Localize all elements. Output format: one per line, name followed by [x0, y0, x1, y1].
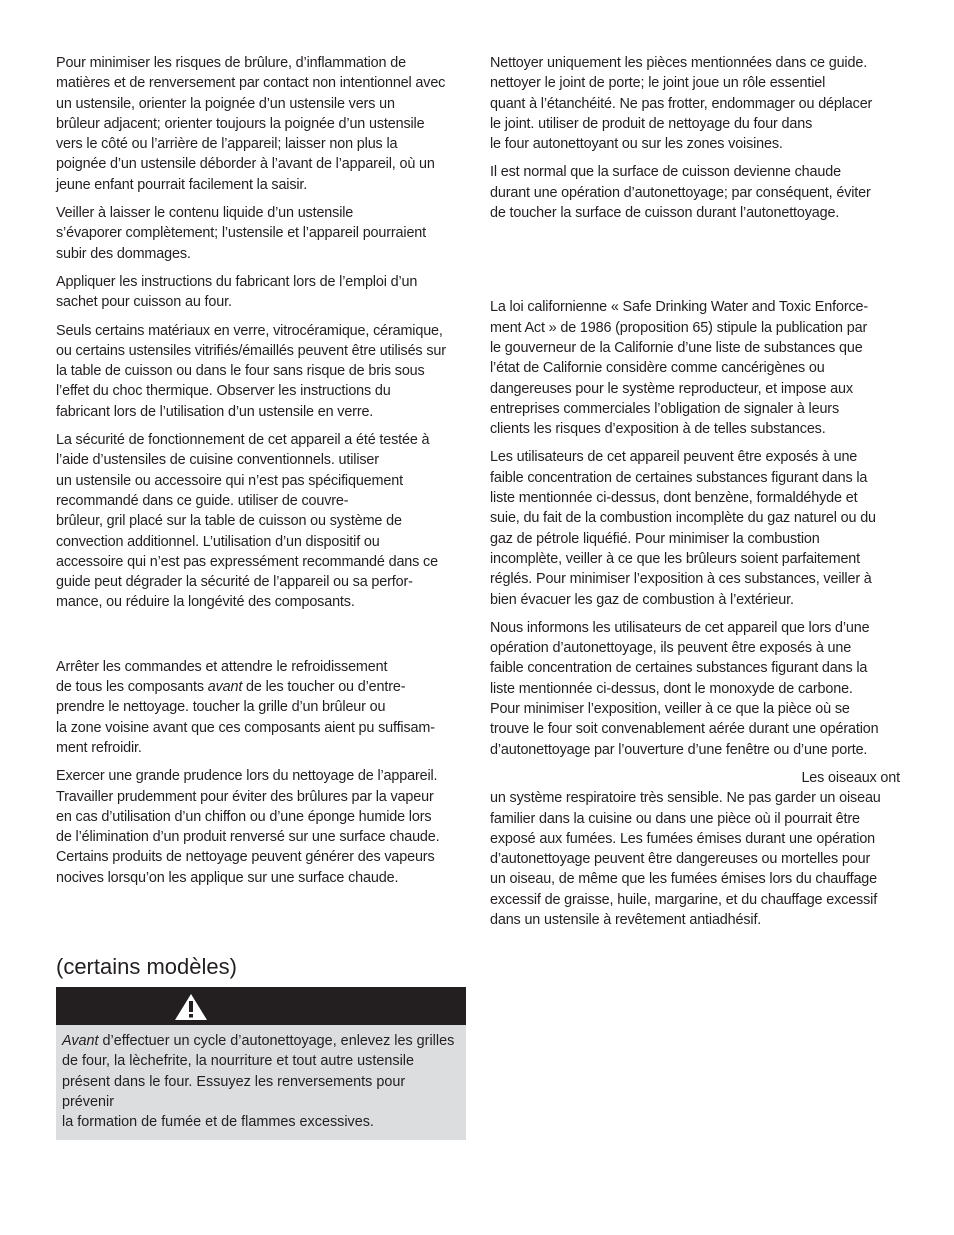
paragraph-glass-cookware: Seuls certains matériaux en verre, vitrocéramique, céramique, ou certains ustensiles vitrifiés/émaillés peuvent être utilisés sur la table de cuisson ou dans le four sans risque de bris sous l’effet du choc thermique. Observer les instructions du fabricant lors de l’utilisation d’un ustensile en verre. — [56, 322, 446, 420]
paragraph-combustion-exposure: Les utilisateurs de cet appareil peuvent être exposés à une faible concentration de certaines substances figurant dans la liste mentionnée ci-dessus, dont benzène, formaldéhyde et suie, du fait de la combustion incomplète du gaz naturel ou du gaz de pétrole liquéfié. Pour minimiser la combustion incomplète, veiller à ce que les brûleurs soient parfaitement réglés. Pour minimiser l’exposition à ces substances, veiller à bien évacuer les gaz de combustion à l’extérieur. — [490, 449, 876, 608]
paragraph-liquid-evaporation: Veiller à laisser le contenu liquide d’un ustensile s’évaporer complètement; l’ustensile et l’appareil pourraient subir des dommages. — [56, 205, 427, 262]
emphasis-text: avant — [207, 679, 243, 696]
spacer — [56, 621, 466, 657]
emphasis-text: Avant — [62, 1032, 99, 1049]
spacer — [490, 231, 900, 297]
paragraph-proposition-65: La loi californienne « Safe Drinking Water and Toxic Enforce- ment Act » de 1986 (proposition 65) stipule la publication par le gouverneur de la Californie d’une liste de substances que l’état de Californie considère comme cancérigènes ou dangereuses pour le système reproducteur, et impose aux entreprises commerciales l’obligation de signaler à leurs clients les risques d’exposition à de telles substances. — [490, 299, 868, 438]
text-span: un système respiratoire très sensible. Ne pas garder un oiseau familier dans la cuisine ou dans une pièce où il pourrait être exposé aux fumées. Les fumées émises durant une opération d’autonettoyage peuvent être dangereuses ou mortelles pour un oiseau, de même que les fumées émises lors du chauffage excessif de graisse, huile, margarine, et du chauffage excessif dans un ustensile à revêtement antiadhésif. — [490, 790, 881, 928]
spacer — [56, 896, 466, 954]
text-span: Arrêter les commandes et attendre le refroidissement de tous les composants — [56, 658, 388, 696]
warning-box — [56, 1025, 466, 1140]
paragraph-hot-surface: Il est normal que la surface de cuisson devienne chaude durant une opération d’autonettoyage; par conséquent, éviter de toucher la surface de cuisson durant l’autonettoyage. — [490, 164, 871, 222]
paragraph-cleaning-parts: Nettoyer uniquement les pièces mentionnées dans ce guide. nettoyer le joint de porte; le joint joue un rôle essentiel quant à l’étanchéité. Ne pas frotter, endommager ou déplacer le joint. utiliser de produit de nettoyage du four dans le four autonettoyant ou sur les zones voisines. — [490, 55, 873, 153]
text-span: de les toucher ou d’entre- prendre le nettoyage. toucher la grille d’un brûleur ou la zone voisine avant que ces composants aient pu suffisam- ment refroidir. — [56, 679, 435, 756]
paragraph-self-clean-exposure: Nous informons les utilisateurs de cet appareil que lors d’une opération d’autonettoyage, ils peuvent être exposés à une faible concentration de certaines substances figurant dans la liste mentionnée ci-dessus, dont le monoxyde de carbone. Pour minimiser l’exposition, veiller à ce que la pièce où se trouve le four soit convenablement aérée durant une opération d’autonettoyage par l’ouverture d’une fenêtre ou d’une porte. — [490, 619, 879, 758]
text-span: Les oiseaux ont — [801, 769, 900, 786]
paragraph-cleaning-caution: Exercer une grande prudence lors du nettoyage de l’appareil. Travailler prudemment pour éviter des brûlures par la vapeur en cas d’utilisation d’un chiffon ou d’une éponge humide lors de l’élimination d’un produit renversé sur une surface chaude. Certains produits de nettoyage peuvent générer des vapeurs nocives lorsqu’on les applique sur une surface chaude. — [56, 768, 440, 886]
left-column — [56, 53, 466, 1140]
paragraph-accessories: La sécurité de fonctionnement de cet appareil a été testée à l’aide d’ustensiles de cuisine conventionnels. utiliser un ustensile ou accessoire qui n’est pas spécifiquement recommandé dans ce guide. utiliser de couvre- brûleur, gril placé sur la table de cuisson ou système de convection additionnel. L’utilisation d’un dispositif ou accessoire qui n’est pas expressément recommandé dans ce guide peut dégrader la sécurité de l’appareil ou sa perfor- mance, ou réduire la longévité des composants. — [56, 432, 438, 611]
paragraph-cooling — [56, 657, 466, 758]
warning-text — [62, 1031, 460, 1132]
right-column — [490, 53, 900, 938]
warning-triangle-icon — [174, 993, 208, 1021]
section-title: (certains modèles) — [56, 953, 237, 979]
text-span: d’effectuer un cycle d’autonettoyage, enlevez les grilles de four, la lèchefrite, la nourriture et tout autre ustensile présent dans le four. Essuyez les renversements pour prévenir la formation de fumée et de flammes excessives. — [62, 1032, 455, 1131]
paragraph-oven-bag: Appliquer les instructions du fabricant lors de l’emploi d’un sachet pour cuisson au four. — [56, 273, 418, 311]
warning-header-bar — [56, 987, 466, 1025]
paragraph-birds — [490, 768, 900, 930]
paragraph-cookware-handles: Pour minimiser les risques de brûlure, d’inflammation de matières et de renversement par contact non intentionnel avec un ustensile, orienter la poignée d’un ustensile vers un brûleur adjacent; orienter toujours la poignée d’un ustensile vers le côté ou l’arrière de l’appareil; laisser non plus la poignée d’un ustensile déborder à l’avant de l’appareil, où un jeune enfant pourrait facilement la saisir. — [56, 55, 446, 193]
